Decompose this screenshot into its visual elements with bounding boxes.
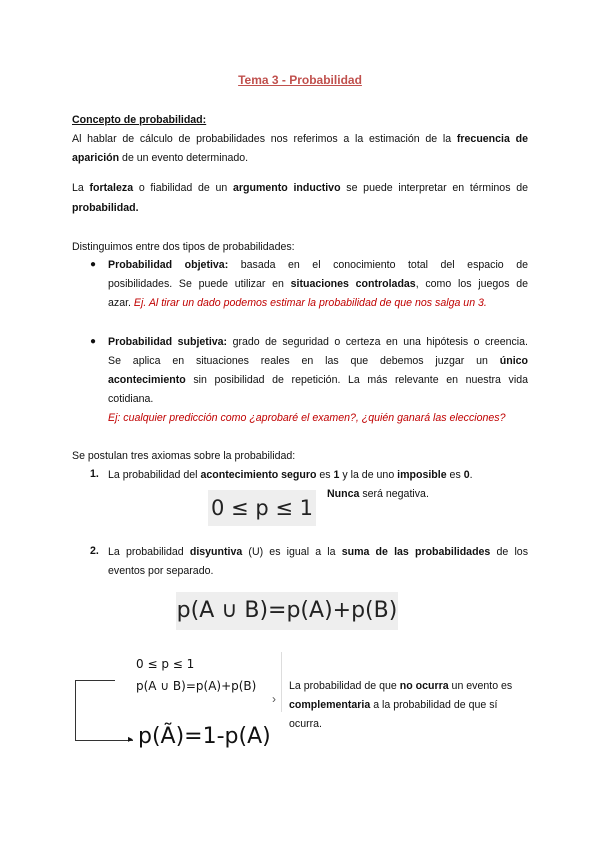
objetiva-line-1: Probabilidad objetiva: basada en el conocimiento total del espacio de [108,259,528,271]
axiom-2-line-1: La probabilidad disyuntiva (U) es igual a la suma de las probabilidades de los [108,546,528,558]
arrow-icon: ▸ [128,734,134,745]
subjetiva-line-4: cotidiana. [108,393,154,405]
bracket-line [75,680,76,740]
page-title: Tema 3 - Probabilidad [238,73,362,87]
brace-icon: › [272,692,276,706]
objetiva-line-2: posibilidades. Se puede utilizar en situaciones controladas, como los juegos de [108,278,528,290]
axiom-1-number: 1. [90,468,99,480]
objetiva-line-3: azar. Ej. Al tirar un dado podemos estimar la probabilidad de que nos salga un 3. [108,297,487,309]
axiom-2-line-2: eventos por separado. [108,565,214,577]
axiom-1-note: Nunca será negativa. [327,488,429,500]
subjetiva-example: Ej: cualquier predicción como ¿aprobaré el examen?, ¿quién ganará las elecciones? [108,412,506,424]
diagram-formula-union: p(A ∪ B)=p(A)+p(B) [136,679,257,693]
diagram-formula-complement: p(Ã)=1-p(A) [138,724,271,749]
bullet-icon: ● [90,259,97,270]
axiom-3-diagram [72,652,282,760]
axiom-3-line-3: ocurra. [289,718,322,730]
diagram-formula-range: 0 ≤ p ≤ 1 [136,657,195,671]
subjetiva-line-1: Probabilidad subjetiva: grado de seguridad o certeza en una hipótesis o creencia. [108,336,528,348]
fortaleza-line-2: probabilidad. [72,202,139,214]
axiomas-intro: Se postulan tres axiomas sobre la probabilidad: [72,450,296,462]
bullet-icon: ● [90,336,97,347]
formula-union: p(A ∪ B)=p(A)+p(B) [176,592,398,630]
section-heading: Concepto de probabilidad: [72,114,207,126]
formula-range: 0 ≤ p ≤ 1 [208,490,316,526]
subjetiva-line-3: acontecimiento sin posibilidad de repetición. La más relevante en nuestra vida [108,374,528,386]
bracket-line [75,740,133,741]
axiom-3-line-1: La probabilidad de que no ocurra un evento es [289,680,513,692]
axiom-3-line-2: complementaria a la probabilidad de que sí [289,699,498,711]
concepto-line-1: Al hablar de cálculo de probabilidades nos referimos a la estimación de la frecuencia de [72,133,528,145]
concepto-line-2: aparición de un evento determinado. [72,152,249,164]
tipos-intro: Distinguimos entre dos tipos de probabilidades: [72,241,295,253]
axiom-1-text: La probabilidad del acontecimiento seguro es 1 y la de uno imposible es 0. [108,469,473,481]
panel-edge [281,652,282,712]
axiom-2-number: 2. [90,545,99,557]
bracket-line [75,680,115,681]
subjetiva-line-2: Se aplica en situaciones reales en las que debemos juzgar un único [108,355,528,367]
fortaleza-line-1: La fortaleza o fiabilidad de un argumento inductivo se puede interpretar en términos de [72,182,529,194]
